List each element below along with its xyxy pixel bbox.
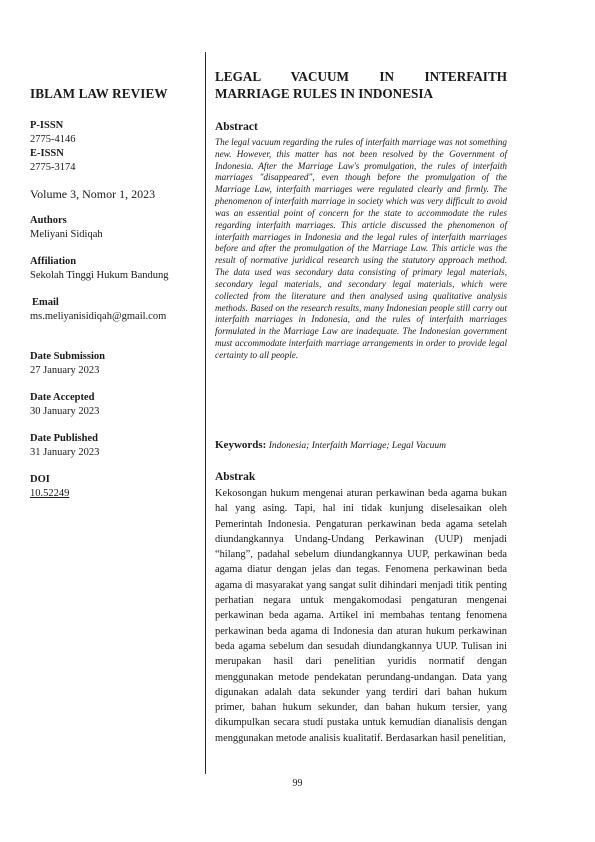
eissn-value: 2775-3174: [30, 162, 76, 173]
abstrak-heading: Abstrak: [215, 471, 256, 483]
paper-title: [215, 68, 507, 102]
pissn-label: P-ISSN: [30, 120, 64, 131]
keywords-label: Keywords:: [215, 439, 267, 451]
accepted-value: 30 January 2023: [30, 406, 100, 417]
abstract-indonesian: Kekosongan hukum mengenai aturan perkawinan beda agama bukan hal yang asing. Tapi, hal ini tidak kunjung diselesaikan oleh Pemerintah Indonesia. Pengaturan perkawinan beda agama setelah diundangkannya Undang-Undang Perkawinan (UUP) menjadi “hilang”, padahal sebelum diundangkannya UUP, perkawinan beda agama diatur dengan jelas dan tegas. Fenomena perkawinan beda agama di masyarakat yang sangat sulit dihindari menjadi titik penting perhatian negara untuk mengakomodasi pengaturan mengenai perkawinan beda agama. Artikel ini membahas tentang fenomena perkawinan beda agama di Indonesia dan aturan hukum perkawinan beda agama sebelum dan sesudah diundangkannya UUP. Tulisan ini merupakan hasil dari penelitian yuridis normatif dengan menggunakan metode pendekatan perundang-undangan. Data yang digunakan adalah data sekunder yang terdiri dari bahan hukum primer, bahan hukum sekunder, dan bahan hukum tersier, yang dikumpulkan secara studi pustaka untuk kemudian dianalisis dengan menggunakan metode analisis kualitatif. Berdasarkan hasil penelitian,: [215, 488, 507, 744]
volume-info: Volume 3, Nomor 1, 2023: [30, 187, 156, 201]
pissn-value: 2775-4146: [30, 134, 76, 145]
submission-label: Date Submission: [30, 351, 105, 362]
affiliation-label: Affiliation: [30, 256, 77, 267]
paper-title-line-1: LEGAL VACUUM IN INTERFAITH: [215, 69, 507, 84]
email-label: Email: [32, 297, 59, 308]
published-label: Date Published: [30, 433, 98, 444]
journal-name: IBLAM LAW REVIEW: [30, 86, 168, 101]
email-value[interactable]: ms.meliyanisidiqah@gmail.com: [30, 311, 167, 322]
doi-value[interactable]: 10.52249: [30, 488, 70, 499]
abstract-heading: Abstract: [215, 121, 258, 133]
accepted-label: Date Accepted: [30, 392, 95, 403]
submission-value: 27 January 2023: [30, 365, 100, 376]
authors-label: Authors: [30, 215, 67, 226]
keywords: [215, 439, 507, 451]
abstract-english: The legal vacuum regarding the rules of interfaith marriage was not something new. However, this matter has not been resolved by the Government of Indonesia. After the Marriage Law's promulgation, the rules of interfaith marriages "disappeared", even though before the promulgation of the Marriage Law, interfaith marriages were regulated clearly and firmly. The phenomenon of interfaith marriage in society which was very difficult to avoid was an essential point of concern for the state to accommodate the rules regarding interfaith marriages. This article discussed the phenomenon of interfaith marriages in Indonesia and the legal rules of interfaith marriages before and after the promulgation of the Marriage Law. This article was the result of normative juridical research using the statutory approach method. The data used was secondary data consisting of primary legal materials, secondary legal materials, and secondary legal materials, which were collected from the literature and then analysed using qualitative analysis methods. Based on the research results, many Indonesian people still carry out interfaith marriages in Indonesia, and the rules of interfaith marriages formulated in the Marriage Law are inadequate. The Indonesian government must accommodate interfaith marriage arrangements in order to provide legal certainty to all people.: [215, 137, 507, 360]
column-divider: [205, 52, 206, 774]
authors-value: Meliyani Sidiqah: [30, 229, 103, 240]
affiliation-value: Sekolah Tinggi Hukum Bandung: [30, 270, 169, 281]
paper-title-line-2: MARRIAGE RULES IN INDONESIA: [215, 86, 433, 101]
keywords-value: Indonesia; Interfaith Marriage; Legal Vacuum: [268, 441, 447, 451]
page-number: 99: [292, 778, 303, 789]
published-value: 31 January 2023: [30, 447, 100, 458]
eissn-label: E-ISSN: [30, 148, 64, 159]
doi-link[interactable]: [30, 488, 69, 499]
doi-label: DOI: [30, 474, 50, 485]
